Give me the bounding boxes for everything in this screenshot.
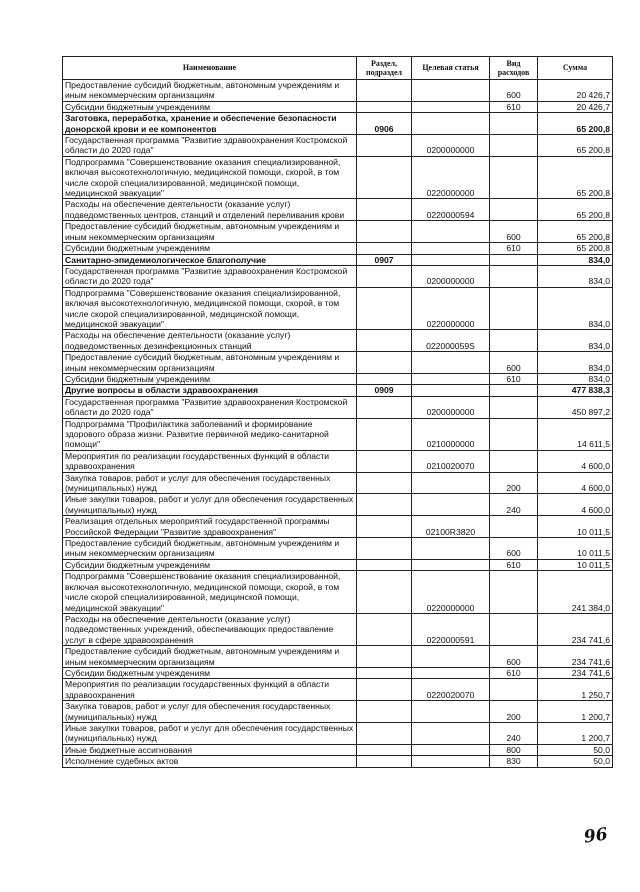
cell-sum: 834,0 xyxy=(538,373,613,384)
cell-name: Субсидии бюджетным учреждениям xyxy=(63,373,357,384)
cell-type xyxy=(490,571,538,614)
cell-section xyxy=(357,418,412,450)
cell-type: 240 xyxy=(490,494,538,516)
cell-target: 0220000000 xyxy=(412,156,490,199)
cell-section xyxy=(357,450,412,472)
table-row xyxy=(63,744,613,755)
cell-type: 200 xyxy=(490,472,538,494)
cell-sum: 1 200,7 xyxy=(538,701,613,723)
cell-target: 0210020070 xyxy=(412,450,490,472)
cell-section xyxy=(357,396,412,418)
table-row xyxy=(63,352,613,374)
header-type: Вид расходов xyxy=(490,57,538,80)
cell-type: 600 xyxy=(490,221,538,243)
cell-type: 240 xyxy=(490,722,538,744)
cell-sum: 834,0 xyxy=(538,287,613,330)
cell-type xyxy=(490,396,538,418)
cell-target: 0220020070 xyxy=(412,679,490,701)
cell-type: 610 xyxy=(490,559,538,570)
cell-name: Иные закупки товаров, работ и услуг для обеспечения государственных (муниципальных) нужд xyxy=(63,494,357,516)
table-row xyxy=(63,330,613,352)
cell-target xyxy=(412,494,490,516)
cell-section xyxy=(357,701,412,723)
cell-target: 02100R3820 xyxy=(412,516,490,538)
cell-type xyxy=(490,516,538,538)
table-row xyxy=(63,450,613,472)
cell-name: Субсидии бюджетным учреждениям xyxy=(63,667,357,678)
table-row xyxy=(63,679,613,701)
cell-name: Закупка товаров, работ и услуг для обеспечения государственных (муниципальных) нужд xyxy=(63,701,357,723)
cell-section xyxy=(357,221,412,243)
cell-section xyxy=(357,156,412,199)
cell-type xyxy=(490,450,538,472)
cell-section: 0907 xyxy=(357,254,412,265)
cell-sum: 65 200,8 xyxy=(538,221,613,243)
cell-section xyxy=(357,538,412,560)
cell-type xyxy=(490,265,538,287)
table-row xyxy=(63,756,613,767)
cell-target xyxy=(412,701,490,723)
cell-section xyxy=(357,571,412,614)
cell-type xyxy=(490,679,538,701)
cell-sum: 20 426,7 xyxy=(538,101,613,112)
table-row xyxy=(63,199,613,221)
cell-name: Расходы на обеспечение деятельности (оказание услуг) подведомственных центров, станций и отделений переливания крови xyxy=(63,199,357,221)
cell-section xyxy=(357,330,412,352)
table-row xyxy=(63,385,613,396)
cell-target xyxy=(412,113,490,135)
cell-name: Предоставление субсидий бюджетным, автономным учреждениям и иным некоммерческим организациям xyxy=(63,352,357,374)
cell-section xyxy=(357,667,412,678)
cell-name: Субсидии бюджетным учреждениям xyxy=(63,243,357,254)
cell-type xyxy=(490,613,538,645)
cell-sum: 834,0 xyxy=(538,254,613,265)
cell-section: 0906 xyxy=(357,113,412,135)
cell-target: 0200000000 xyxy=(412,265,490,287)
cell-target: 0220000000 xyxy=(412,287,490,330)
cell-name: Предоставление субсидий бюджетным, автономным учреждениям и иным некоммерческим организациям xyxy=(63,538,357,560)
cell-target xyxy=(412,352,490,374)
cell-sum: 450 897,2 xyxy=(538,396,613,418)
cell-section xyxy=(357,352,412,374)
cell-type: 600 xyxy=(490,646,538,668)
cell-name: Расходы на обеспечение деятельности (оказание услуг) подведомственных дезинфекционных станций xyxy=(63,330,357,352)
cell-name: Мероприятия по реализации государственных функций в области здравоохранения xyxy=(63,450,357,472)
cell-sum: 4 600,0 xyxy=(538,472,613,494)
cell-name: Подпрограмма "Профилактика заболеваний и формирование здорового образа жизни. Развитие первичной медико-санитарной помощи" xyxy=(63,418,357,450)
cell-section xyxy=(357,679,412,701)
table-row xyxy=(63,559,613,570)
cell-section xyxy=(357,559,412,570)
table-row xyxy=(63,516,613,538)
cell-target: 0220000591 xyxy=(412,613,490,645)
table-row xyxy=(63,113,613,135)
cell-sum: 10 011,5 xyxy=(538,538,613,560)
cell-name: Реализация отдельных мероприятий государственной программы Российской Федерации "Развитие здравоохранения" xyxy=(63,516,357,538)
table-row xyxy=(63,472,613,494)
cell-target xyxy=(412,243,490,254)
cell-sum: 65 200,8 xyxy=(538,243,613,254)
cell-name: Государственная программа "Развитие здравоохранения Костромской области до 2020 года" xyxy=(63,265,357,287)
header-target: Целевая статья xyxy=(412,57,490,80)
table-row xyxy=(63,701,613,723)
cell-target xyxy=(412,744,490,755)
cell-name: Предоставление субсидий бюджетным, автономным учреждениям и иным некоммерческим организациям xyxy=(63,221,357,243)
table-row xyxy=(63,667,613,678)
cell-sum: 241 384,0 xyxy=(538,571,613,614)
cell-sum: 834,0 xyxy=(538,330,613,352)
cell-sum: 50,0 xyxy=(538,744,613,755)
table-row xyxy=(63,722,613,744)
cell-type: 800 xyxy=(490,744,538,755)
cell-type xyxy=(490,385,538,396)
table-row xyxy=(63,373,613,384)
cell-name: Подпрограмма "Совершенствование оказания специализированной, включая высокотехнологичную, медицинской помощи, скорой, в том числе скорой специализированной, медицинской помощи, медицинской эвакуации" xyxy=(63,571,357,614)
cell-type: 610 xyxy=(490,373,538,384)
cell-sum: 65 200,8 xyxy=(538,156,613,199)
cell-sum: 65 200,8 xyxy=(538,135,613,157)
cell-section xyxy=(357,613,412,645)
cell-sum: 234 741,6 xyxy=(538,667,613,678)
cell-target xyxy=(412,472,490,494)
cell-target xyxy=(412,101,490,112)
cell-target: 0220000000 xyxy=(412,571,490,614)
page-number: 96 xyxy=(582,824,609,848)
cell-target xyxy=(412,221,490,243)
cell-name: Другие вопросы в области здравоохранения xyxy=(63,385,357,396)
cell-section xyxy=(357,80,412,102)
cell-section xyxy=(357,646,412,668)
cell-sum: 20 426,7 xyxy=(538,80,613,102)
cell-sum: 10 011,5 xyxy=(538,559,613,570)
cell-name: Субсидии бюджетным учреждениям xyxy=(63,101,357,112)
table-row xyxy=(63,156,613,199)
cell-name: Предоставление субсидий бюджетным, автономным учреждениям и иным некоммерческим организациям xyxy=(63,80,357,102)
cell-sum: 234 741,6 xyxy=(538,613,613,645)
cell-section xyxy=(357,744,412,755)
cell-target xyxy=(412,722,490,744)
cell-target xyxy=(412,385,490,396)
cell-name: Подпрограмма "Совершенствование оказания специализированной, включая высокотехнологичную, медицинской помощи, скорой, в том числе скорой специализированной, медицинской помощи, медицинской эвакуации" xyxy=(63,156,357,199)
cell-sum: 65 200,8 xyxy=(538,113,613,135)
cell-type: 600 xyxy=(490,538,538,560)
table-row xyxy=(63,494,613,516)
table-row xyxy=(63,265,613,287)
table-row xyxy=(63,613,613,645)
cell-target xyxy=(412,646,490,668)
table-row xyxy=(63,287,613,330)
cell-section xyxy=(357,472,412,494)
cell-target xyxy=(412,538,490,560)
table-row xyxy=(63,135,613,157)
cell-target xyxy=(412,667,490,678)
cell-sum: 834,0 xyxy=(538,352,613,374)
cell-target: 0200000000 xyxy=(412,135,490,157)
cell-type xyxy=(490,135,538,157)
table-row xyxy=(63,101,613,112)
cell-name: Расходы на обеспечение деятельности (оказание услуг) подведомственных учреждений, обеспечивающих предоставление услуг в сфере здравоохранения xyxy=(63,613,357,645)
cell-section xyxy=(357,101,412,112)
cell-type: 200 xyxy=(490,701,538,723)
cell-type: 600 xyxy=(490,80,538,102)
table-row xyxy=(63,254,613,265)
cell-sum: 4 600,0 xyxy=(538,494,613,516)
cell-section xyxy=(357,494,412,516)
cell-section xyxy=(357,243,412,254)
cell-type xyxy=(490,113,538,135)
cell-section: 0909 xyxy=(357,385,412,396)
table-row xyxy=(63,396,613,418)
cell-name: Предоставление субсидий бюджетным, автономным учреждениям и иным некоммерческим организациям xyxy=(63,646,357,668)
cell-target xyxy=(412,80,490,102)
cell-sum: 65 200,8 xyxy=(538,199,613,221)
cell-name: Иные бюджетные ассигнования xyxy=(63,744,357,755)
cell-section xyxy=(357,135,412,157)
cell-name: Мероприятия по реализации государственных функций в области здравоохранения xyxy=(63,679,357,701)
cell-type: 830 xyxy=(490,756,538,767)
header-section: Раздел, подраздел xyxy=(357,57,412,80)
cell-name: Государственная программа "Развитие здравоохранения Костромской области до 2020 года" xyxy=(63,135,357,157)
cell-sum: 234 741,6 xyxy=(538,646,613,668)
cell-sum: 10 011,5 xyxy=(538,516,613,538)
cell-target: 0210000000 xyxy=(412,418,490,450)
cell-target xyxy=(412,559,490,570)
cell-type xyxy=(490,156,538,199)
cell-name: Закупка товаров, работ и услуг для обеспечения государственных (муниципальных) нужд xyxy=(63,472,357,494)
cell-target: 0220000594 xyxy=(412,199,490,221)
cell-section xyxy=(357,756,412,767)
cell-type: 610 xyxy=(490,667,538,678)
cell-section xyxy=(357,373,412,384)
cell-type xyxy=(490,418,538,450)
table-row xyxy=(63,243,613,254)
cell-section xyxy=(357,722,412,744)
cell-name: Иные закупки товаров, работ и услуг для обеспечения государственных (муниципальных) нужд xyxy=(63,722,357,744)
cell-sum: 4 600,0 xyxy=(538,450,613,472)
header-sum: Сумма xyxy=(538,57,613,80)
cell-name: Санитарно-эпидемиологическое благополучие xyxy=(63,254,357,265)
table-body xyxy=(63,80,613,768)
cell-section xyxy=(357,516,412,538)
cell-sum: 477 838,3 xyxy=(538,385,613,396)
table-row xyxy=(63,571,613,614)
cell-sum: 1 200,7 xyxy=(538,722,613,744)
cell-section xyxy=(357,265,412,287)
table-row xyxy=(63,418,613,450)
header-name: Наименование xyxy=(63,57,357,80)
table-row xyxy=(63,221,613,243)
cell-sum: 834,0 xyxy=(538,265,613,287)
cell-name: Подпрограмма "Совершенствование оказания специализированной, включая высокотехнологичную, медицинской помощи, скорой, в том числе скорой специализированной, медицинской помощи, медицинской эвакуации" xyxy=(63,287,357,330)
cell-type: 600 xyxy=(490,352,538,374)
table-row xyxy=(63,646,613,668)
table-row xyxy=(63,538,613,560)
cell-section xyxy=(357,199,412,221)
cell-type: 610 xyxy=(490,101,538,112)
budget-table xyxy=(62,56,613,768)
cell-target: 0200000000 xyxy=(412,396,490,418)
table-row xyxy=(63,80,613,102)
cell-sum: 1 250,7 xyxy=(538,679,613,701)
cell-type xyxy=(490,330,538,352)
budget-page xyxy=(62,56,612,768)
cell-type xyxy=(490,287,538,330)
cell-name: Заготовка, переработка, хранение и обеспечение безопасности донорской крови и ее компонентов xyxy=(63,113,357,135)
cell-sum: 14 611,5 xyxy=(538,418,613,450)
cell-type xyxy=(490,254,538,265)
cell-name: Исполнение судебных актов xyxy=(63,756,357,767)
cell-target xyxy=(412,756,490,767)
cell-sum: 50,0 xyxy=(538,756,613,767)
table-header-row xyxy=(63,57,613,80)
cell-type xyxy=(490,199,538,221)
cell-type: 610 xyxy=(490,243,538,254)
cell-name: Государственная программа "Развитие здравоохранения Костромской области до 2020 года" xyxy=(63,396,357,418)
cell-target xyxy=(412,373,490,384)
cell-section xyxy=(357,287,412,330)
cell-target xyxy=(412,254,490,265)
cell-name: Субсидии бюджетным учреждениям xyxy=(63,559,357,570)
cell-target: 022000059S xyxy=(412,330,490,352)
